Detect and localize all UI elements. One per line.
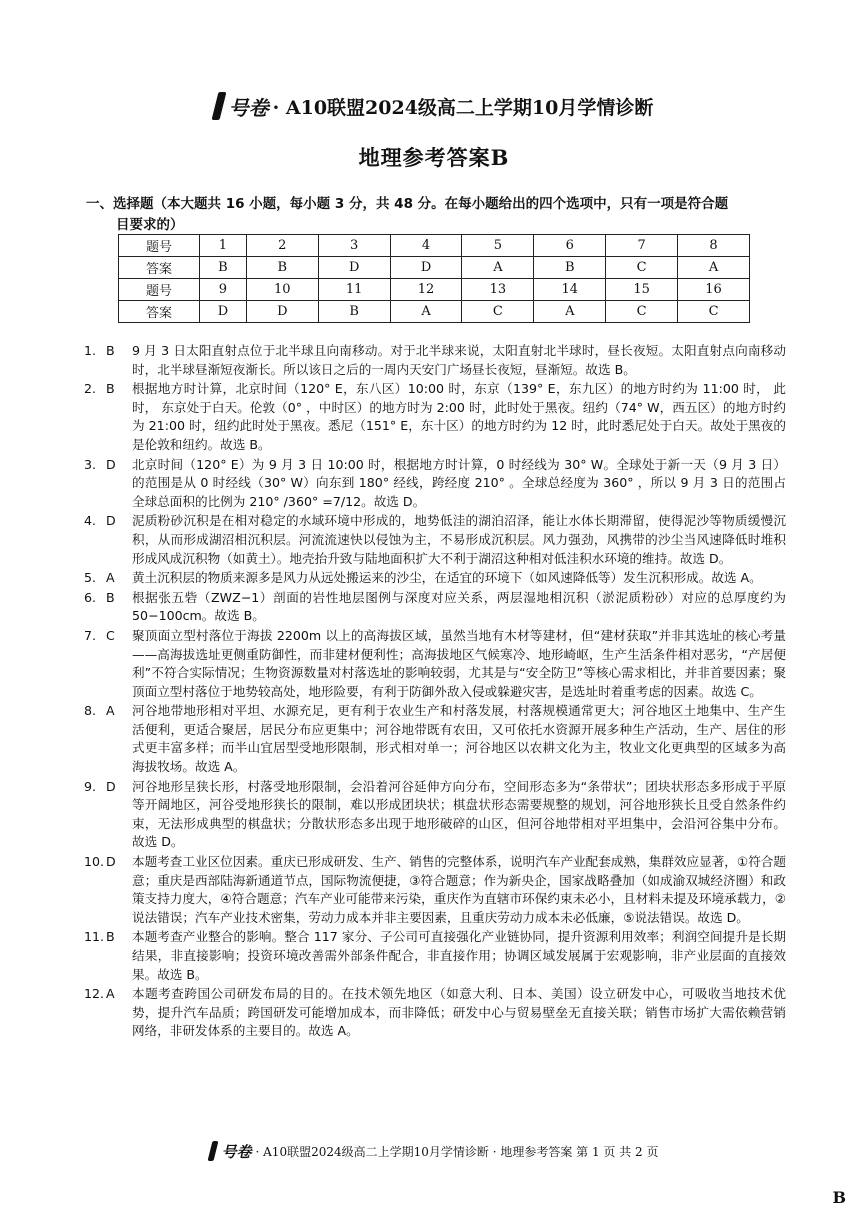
- answer-option: B: [106, 589, 115, 605]
- question-number: 7.: [84, 627, 97, 643]
- table-cell: B: [246, 257, 318, 279]
- explanation-item: [84, 456, 786, 512]
- question-number: 2.: [84, 381, 97, 397]
- table-cell: 6: [534, 235, 606, 257]
- document-subtitle: 地理参考答案B: [358, 145, 510, 170]
- table-cell: 16: [678, 279, 750, 301]
- explanation-item: [84, 928, 786, 984]
- section-heading-line2: 目要求的）: [116, 217, 184, 233]
- table-cell: 3: [318, 235, 390, 257]
- answer-option: D: [106, 854, 116, 870]
- table-cell: C: [462, 301, 534, 323]
- table-row-label: 答案: [119, 257, 200, 279]
- question-number: 11.: [84, 929, 105, 945]
- section-heading-line1: 一、选择题（本大题共 16 小题，每小题 3 分，共 48 分。在每小题给出的四个选项中，只有一项是符合题: [86, 196, 729, 212]
- table-cell: D: [200, 301, 247, 323]
- explanation-list: [84, 342, 786, 1042]
- page-footer: [0, 1138, 868, 1164]
- question-number: 10.: [84, 854, 105, 870]
- explanation-text: 聚顶面立型村落位于海拔 2200m 以上的高海拔区域，虽然当地有木材等建材，但“建材获取”并非其选址的核心考量——高海拔选址更侧重防御性，而非建材便利性；高海拔地区气候寒冷、地形崎岖，生产生活条件相对恶劣，“产居便利”不符合实际情况；生物资源数量对村落选址的影响较弱，尤其是与“安全防卫”等核心需求相比，并非首要因素；聚顶面立型村落位于地势较高处，地形险要，有利于防御外敌入侵或躲避灾害，是选址时着重考虑的因素。故选 C。: [132, 627, 786, 699]
- table-cell: C: [606, 301, 678, 323]
- table-cell: C: [606, 257, 678, 279]
- explanation-text: 根据张五砦（ZWZ−1）剖面的岩性地层图例与深度对应关系，两层湿地相沉积（淤泥质粉砂）对应的总厚度约为 50−100cm。故选 B。: [132, 589, 786, 624]
- table-row: [119, 257, 750, 279]
- explanation-text: 北京时间（120° E）为 9 月 3 日 10:00 时，根据地方时计算，0 时经线为 30° W。全球处于新一天（9 月 3 日）的范围是从 0 时经线（30° W）向东到 180° 经线，跨经度 210° 。全球总经度为 360° ，所以 9 月 3 日的范围占全球总面积的比例为 210° /360° =7/12。故选 D。: [132, 456, 786, 509]
- explanation-item: [84, 627, 786, 701]
- explanation-text: 黄土沉积层的物质来源多是风力从远处搬运来的沙尘，在适宜的环境下（如风速降低等）发生沉积形成。故选 A。: [132, 570, 762, 586]
- question-number: 8.: [84, 703, 97, 719]
- explanation-item: [84, 778, 786, 852]
- explanation-item: [84, 985, 786, 1041]
- table-row-label: 答案: [119, 301, 200, 323]
- table-row: [119, 279, 750, 301]
- question-number: 12.: [84, 986, 105, 1002]
- table-cell: 2: [246, 235, 318, 257]
- explanation-text: 本题考查跨国公司研发布局的目的。在技术领先地区（如意大利、日本、美国）设立研发中心，可吸收当地技术优势，提升汽车品质；跨国研发可能增加成本，而非降低；研发中心与贸易壁垒无直接关联；销售市场扩大需依赖营销网络，非研发体系的主要目的。故选 A。: [132, 986, 786, 1039]
- table-cell: 11: [318, 279, 390, 301]
- answer-option: B: [106, 343, 115, 358]
- answer-option: B: [106, 381, 115, 397]
- table-cell: D: [318, 257, 390, 279]
- table-cell: 12: [390, 279, 462, 301]
- table-row: [119, 235, 750, 257]
- table-cell: 8: [678, 235, 750, 257]
- footer-logo-text: 号卷: [221, 1142, 252, 1161]
- table-cell: B: [318, 301, 390, 323]
- explanation-text: 泥质粉砂沉积是在相对稳定的水域环境中形成的，地势低洼的湖泊沼泽，能让水体长期滞留，使得泥沙等物质缓慢沉积，从而形成湖沼相沉积层。河流流速快以侵蚀为主，不易形成沉积层。风力强劲，风携带的沙尘当风速降低时堆积形成风成沉积物（如黄土）。地壳抬升致与陆地面积扩大不利于湖沼这种相对低洼积水环境的维持。故选 D。: [132, 513, 786, 566]
- table-cell: 1: [200, 235, 247, 257]
- table-cell: D: [246, 301, 318, 323]
- question-number: 9.: [84, 778, 97, 794]
- section-heading: [86, 194, 786, 236]
- explanation-text: 河谷地带地形相对平坦、水源充足，更有利于农业生产和村落发展，村落规模通常更大；河谷地区土地集中、生产生活便利，更适合聚居，居民分布应更集中；河谷地带既有农田，又可依托水资源开展多种生产活动，生产、居住的形式更丰富多样；而半山宜居型受地形限制，形式相对单一；河谷地区以农耕文化为主，牧业文化更典型的区域多为高海拔牧场。故选 A。: [132, 703, 786, 775]
- question-number: 1.: [84, 343, 97, 358]
- explanation-item: [84, 702, 786, 776]
- question-number: 3.: [84, 456, 97, 472]
- table-cell: 15: [606, 279, 678, 301]
- table-row-label: 题号: [119, 279, 200, 301]
- table-row: [119, 301, 750, 323]
- table-cell: A: [462, 257, 534, 279]
- table-cell: B: [200, 257, 247, 279]
- table-cell: 5: [462, 235, 534, 257]
- question-number: 6.: [84, 589, 97, 605]
- footer-logo-icon: [207, 1141, 218, 1161]
- table-cell: A: [534, 301, 606, 323]
- table-cell: A: [678, 257, 750, 279]
- question-number: 5.: [84, 570, 97, 586]
- page-title: · A10联盟2024级高二上学期10月学情诊断: [272, 96, 654, 119]
- answer-option: A: [106, 703, 115, 719]
- explanation-text: 本题考查产业整合的影响。整合 117 家分、子公司可直接强化产业链协同，提升资源利用效率；利润空间提升是长期结果，非直接影响；投资环境改善需外部条件配合，非直接作用；协调区域发展属于宏观影响，非产业层面的直接效果。故选 B。: [132, 929, 786, 982]
- table-cell: 9: [200, 279, 247, 301]
- explanation-item: [84, 853, 786, 927]
- answer-option: C: [106, 627, 115, 643]
- explanation-item: [84, 512, 786, 568]
- table-cell: C: [678, 301, 750, 323]
- footer-text: · A10联盟2024级高二上学期10月学情诊断 · 地理参考答案 第 1 页 共 2 页: [255, 1144, 659, 1159]
- explanation-item: [84, 569, 786, 588]
- explanation-item: [84, 589, 786, 626]
- page-header: [0, 86, 868, 126]
- explanation-item: [84, 380, 786, 454]
- answer-option: D: [106, 778, 116, 794]
- explanation-text: 本题考查工业区位因素。重庆已形成研发、生产、销售的完整体系，说明汽车产业配套成熟，集群效应显著，①符合题意；重庆是西部陆海新通道节点，国际物流便捷，③符合题意；作为新央企，国家战略叠加（如成渝双城经济圈）和政策支持力度大，④符合题意；汽车产业可能带来污染，重庆作为直辖市环保约束未必小，且材料未提及环境承载力，②说法错误；汽车产业技术密集，劳动力成本并非主要因素，且重庆劳动力成本未必低廉，⑤说法错误。故选 D。: [132, 854, 786, 925]
- table-cell: 14: [534, 279, 606, 301]
- question-number: 4.: [84, 513, 97, 529]
- table-cell: 7: [606, 235, 678, 257]
- table-cell: 13: [462, 279, 534, 301]
- table-cell: D: [390, 257, 462, 279]
- explanation-text: 根据地方时计算，北京时间（120° E，东八区）10:00 时，东京（139° E，东九区）的地方时约为 11:00 时， 此时， 东京处于白天。伦敦（0° ，中时区）的地方时为 2:00 时，此时处于黑夜。纽约（74° W，西五区）的地方时约为 21:00 时，纽约此时处于黑夜。悉尼（151° E，东十区）的地方时约为 12 时，此时悉尼处于白天。故处于黑夜的是伦敦和纽约。故选 B。: [132, 381, 786, 452]
- table-cell: A: [390, 301, 462, 323]
- table-cell: 10: [246, 279, 318, 301]
- table-row-label: 题号: [119, 235, 200, 257]
- answer-option: B: [106, 929, 115, 945]
- table-cell: 4: [390, 235, 462, 257]
- table-cell: B: [534, 257, 606, 279]
- answer-table: [118, 234, 750, 323]
- brand-logo-text: 号卷: [228, 95, 269, 120]
- answer-option: D: [106, 456, 116, 472]
- answer-option: D: [106, 513, 116, 529]
- brand-logo-icon: [211, 92, 226, 120]
- answer-option: A: [106, 570, 115, 586]
- explanation-text: 9 月 3 日太阳直射点位于北半球且向南移动。对于北半球来说，太阳直射北半球时，昼长夜短。太阳直射点向南移动时，北半球昼渐短夜渐长。所以该日之后的一周内天安门广场昼长夜短，昼渐短。故选 B。: [132, 343, 786, 377]
- answer-option: A: [106, 986, 115, 1002]
- explanation-item: [84, 342, 786, 379]
- explanation-text: 河谷地形呈狭长形，村落受地形限制，会沿着河谷延伸方向分布，空间形态多为“条带状”；团块状形态多形成于平原等开阔地区，河谷受地形狭长的限制，难以形成团块状；棋盘状形态需要规整的规划，河谷地形狭长且受自然条件约束，无法形成典型的棋盘状；分散状形态多出现于地形破碎的山区，但河谷地带相对平坦集中，会沿河谷集中分布。故选 D。: [132, 778, 786, 850]
- corner-mark: B: [832, 1188, 846, 1207]
